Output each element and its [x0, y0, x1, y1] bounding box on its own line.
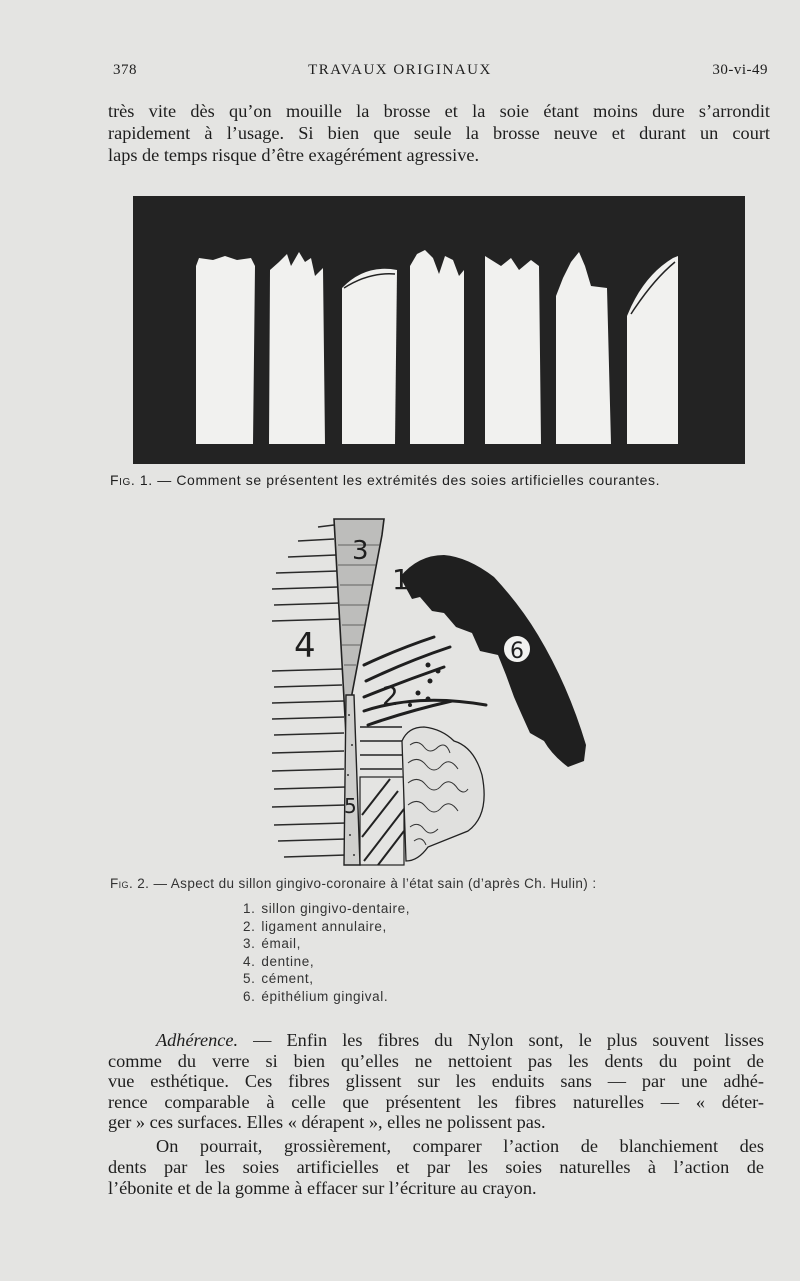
fig2-label-2: 2: [382, 682, 399, 712]
section-heading: Adhérence.: [156, 1030, 239, 1050]
text-line: On pourrait, grossièrement, comparer l’action de blanchiement des: [156, 1136, 764, 1156]
fig2-label-1: 1: [392, 563, 410, 596]
page-number: 378: [113, 62, 137, 78]
text-line: rence comparable à celle que présentent les fibres naturelles — « déter-: [108, 1091, 764, 1112]
figure-2-caption-text: — Aspect du sillon gingivo-coronaire à l’état sain (d’après Ch. Hulin) :: [149, 876, 597, 891]
issue-date: 30-vi-49: [712, 62, 768, 78]
text-line: très vite dès qu’on mouille la brosse et la soie étant moins dure s’arrondit: [108, 101, 770, 121]
text-line: ger » ces surfaces. Elles « dérapent », elles ne polissent pas.: [108, 1112, 546, 1132]
figure-2-caption: [110, 876, 596, 891]
paragraph-comparison: [108, 1136, 764, 1199]
figure-1-label: Fig. 1.: [110, 472, 153, 488]
text-line: Adhérence. — Enfin les fibres du Nylon sont, le plus souvent lisses: [156, 1030, 764, 1050]
legend-item: 1. sillon gingivo-dentaire,: [243, 901, 411, 916]
legend-item: 6. épithélium gingival.: [243, 988, 389, 1004]
figure-2-gingival-sulcus: [268, 515, 608, 870]
figure-1-caption-text: — Comment se présentent les extrémités des soies artificielles courantes.: [152, 472, 661, 488]
legend-item: 4. dentine,: [243, 953, 315, 969]
text-line: rapidement à l’usage. Si bien que seule la brosse neuve et durant un court: [108, 123, 770, 143]
running-title: TRAVAUX ORIGINAUX: [308, 62, 492, 78]
text-line: laps de temps risque d’être exagérément agressive.: [108, 145, 480, 165]
paragraph-adherence: [108, 1030, 764, 1133]
fig2-label-5: 5: [344, 794, 357, 818]
legend-item: 5. cément,: [243, 971, 314, 987]
figure-1-bristle-ends: [133, 196, 745, 464]
figure-2-label: Fig. 2.: [110, 876, 150, 891]
text-line: l’ébonite et de la gomme à effacer sur l’écriture au crayon.: [108, 1178, 537, 1198]
text-line: vue esthétique. Ces fibres glissent sur les enduits sans — par une adhé-: [108, 1071, 764, 1091]
fig2-label-3: 3: [352, 536, 369, 566]
fig2-label-6: 6: [510, 639, 524, 664]
fig2-label-4: 4: [294, 626, 316, 666]
legend-item: 3. émail,: [243, 936, 301, 952]
figure-1-caption: [110, 472, 770, 488]
figure-2-legend: [243, 900, 410, 1006]
text-line: comme du verre si bien qu’elles ne nettoient pas les dents du point de: [108, 1050, 764, 1071]
legend-item: 2. ligament annulaire,: [243, 918, 387, 934]
text-line: dents par les soies artificielles et par les soies naturelles à l’action de: [108, 1157, 764, 1177]
paragraph-top: [108, 100, 770, 166]
